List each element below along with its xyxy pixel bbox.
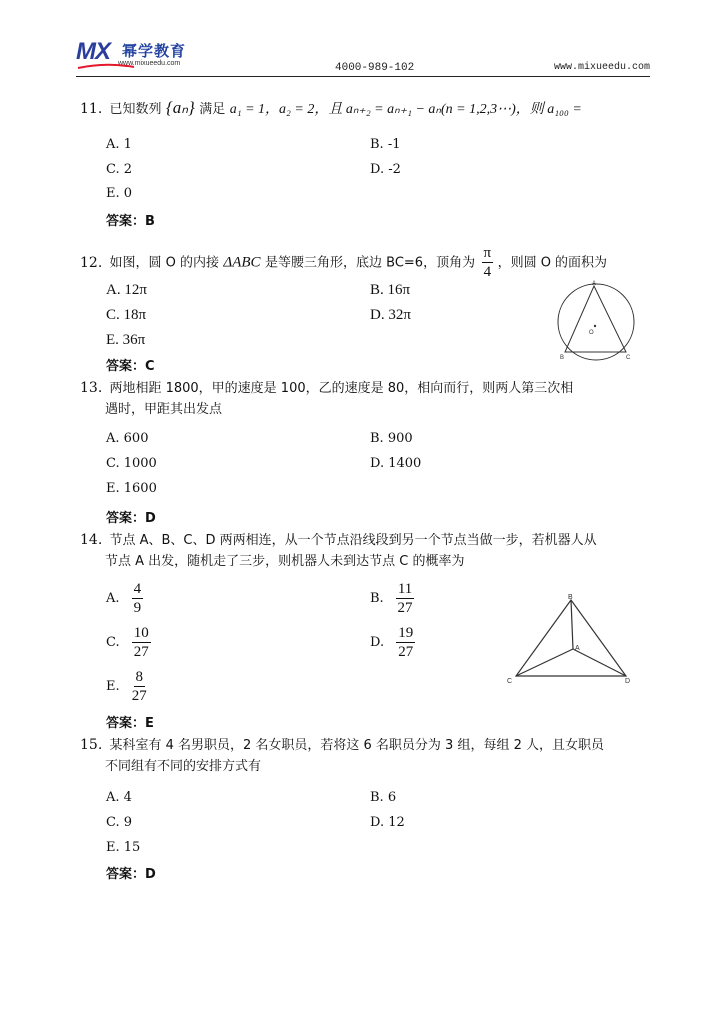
q14-option-a: A. $\frac{4}{9}$ [106,581,142,616]
q11-option-b: B. -1 [370,137,401,152]
label-o: O [589,330,594,336]
page-header [76,38,650,78]
header-rule [76,76,650,77]
question-14-stem: 14. 节点 A、B、C、D 两两相连，从一个节点沿线段到另一个节点当做一步，若机器人从 节点 A 出发，随机走了三步，则机器人未到达节点 C 的概率为 [80,532,597,569]
question-13-stem: 13. 两地相距 1800，甲的速度是 100，乙的速度是 80，相向而行，则两人第三次相 遇时，甲距其出发点 [80,380,574,417]
q15-option-d: D. 12 [370,815,405,830]
circle-triangle-figure [552,280,642,366]
edge-ac [516,649,573,676]
node-b-label: B [568,594,573,601]
logo-swoosh-icon [76,62,136,72]
node-c-label: C [507,678,513,685]
q12-option-b: B. 16π [370,282,411,298]
q15-option-b: B. 6 [370,790,397,805]
q12-answer: 答案：C [106,359,155,374]
q14-option-d: D. $\frac{19}{27}$ [370,625,414,660]
label-a: A [592,281,597,287]
q15-option-c: C. 9 [106,815,133,830]
question-15-stem: 15. 某科室有 4 名男职员，2 名女职员，若将这 6 名职员分为 3 组，每组 2 人，且女职员 不同组有不同的安排方式有 [80,737,604,774]
question-11-stem: 11. 已知数列 {aₙ} 满足 a₁ = 1，a₂ = 2，且 aₙ₊₂ = aₙ₊₁ − aₙ(n = 1,2,3⋯)，则 a₁₀₀ = [80,98,582,117]
q12-option-e: E. 36π [106,332,146,348]
q11-option-d: D. -2 [370,162,401,177]
q12-option-d: D. 32π [370,307,411,323]
label-b: B [560,355,565,361]
edge-ad [573,649,626,676]
q14-option-b: B. $\frac{11}{27}$ [370,581,413,616]
q14-option-c: C. $\frac{10}{27}$ [106,625,149,660]
edge-ab [571,600,573,649]
angle-fraction: $\frac{\pi}{4}$ [483,245,492,280]
q13-option-c: C. 1000 [106,456,157,471]
label-c: C [626,355,631,361]
q11-option-a: A. 1 [106,137,132,152]
logo-mark: MX [76,38,110,65]
logo-url: www.mixueedu.com [118,60,181,67]
q15-option-a: A. 4 [106,790,132,805]
q11-answer: 答案：B [106,214,155,229]
q12-option-a: A. 12π [106,282,147,298]
q13-option-b: B. 900 [370,431,413,446]
q14-option-e: E. $\frac{8}{27}$ [106,669,147,704]
question-12-stem: 12. 如图，圆 O 的内接 ΔABC 是等腰三角形，底边 BC=6，顶角为 $\frac{\pi}{4}$ ，则圆 O 的面积为 [80,245,608,280]
header-phone: 4000-989-102 [335,62,415,74]
q14-answer: 答案：E [106,716,154,731]
node-d-label: D [625,678,631,685]
q11-option-c: C. 2 [106,162,133,177]
triangle-abc [565,286,626,352]
logo [76,38,226,76]
center-point [594,325,596,327]
graph-abcd-figure [504,592,634,686]
q12-option-c: C. 18π [106,307,147,323]
q13-answer: 答案：D [106,511,156,526]
q11-option-e: E. 0 [106,186,133,201]
q15-answer: 答案：D [106,867,156,882]
circumcircle [558,284,634,360]
logo-name: 幂学教育 [122,42,187,60]
q13-option-a: A. 600 [106,431,149,446]
q13-option-d: D. 1400 [370,456,422,471]
node-a-label: A [575,645,580,652]
q13-option-e: E. 1600 [106,481,157,496]
header-website: www.mixueedu.com [553,62,650,73]
q15-option-e: E. 15 [106,840,141,855]
